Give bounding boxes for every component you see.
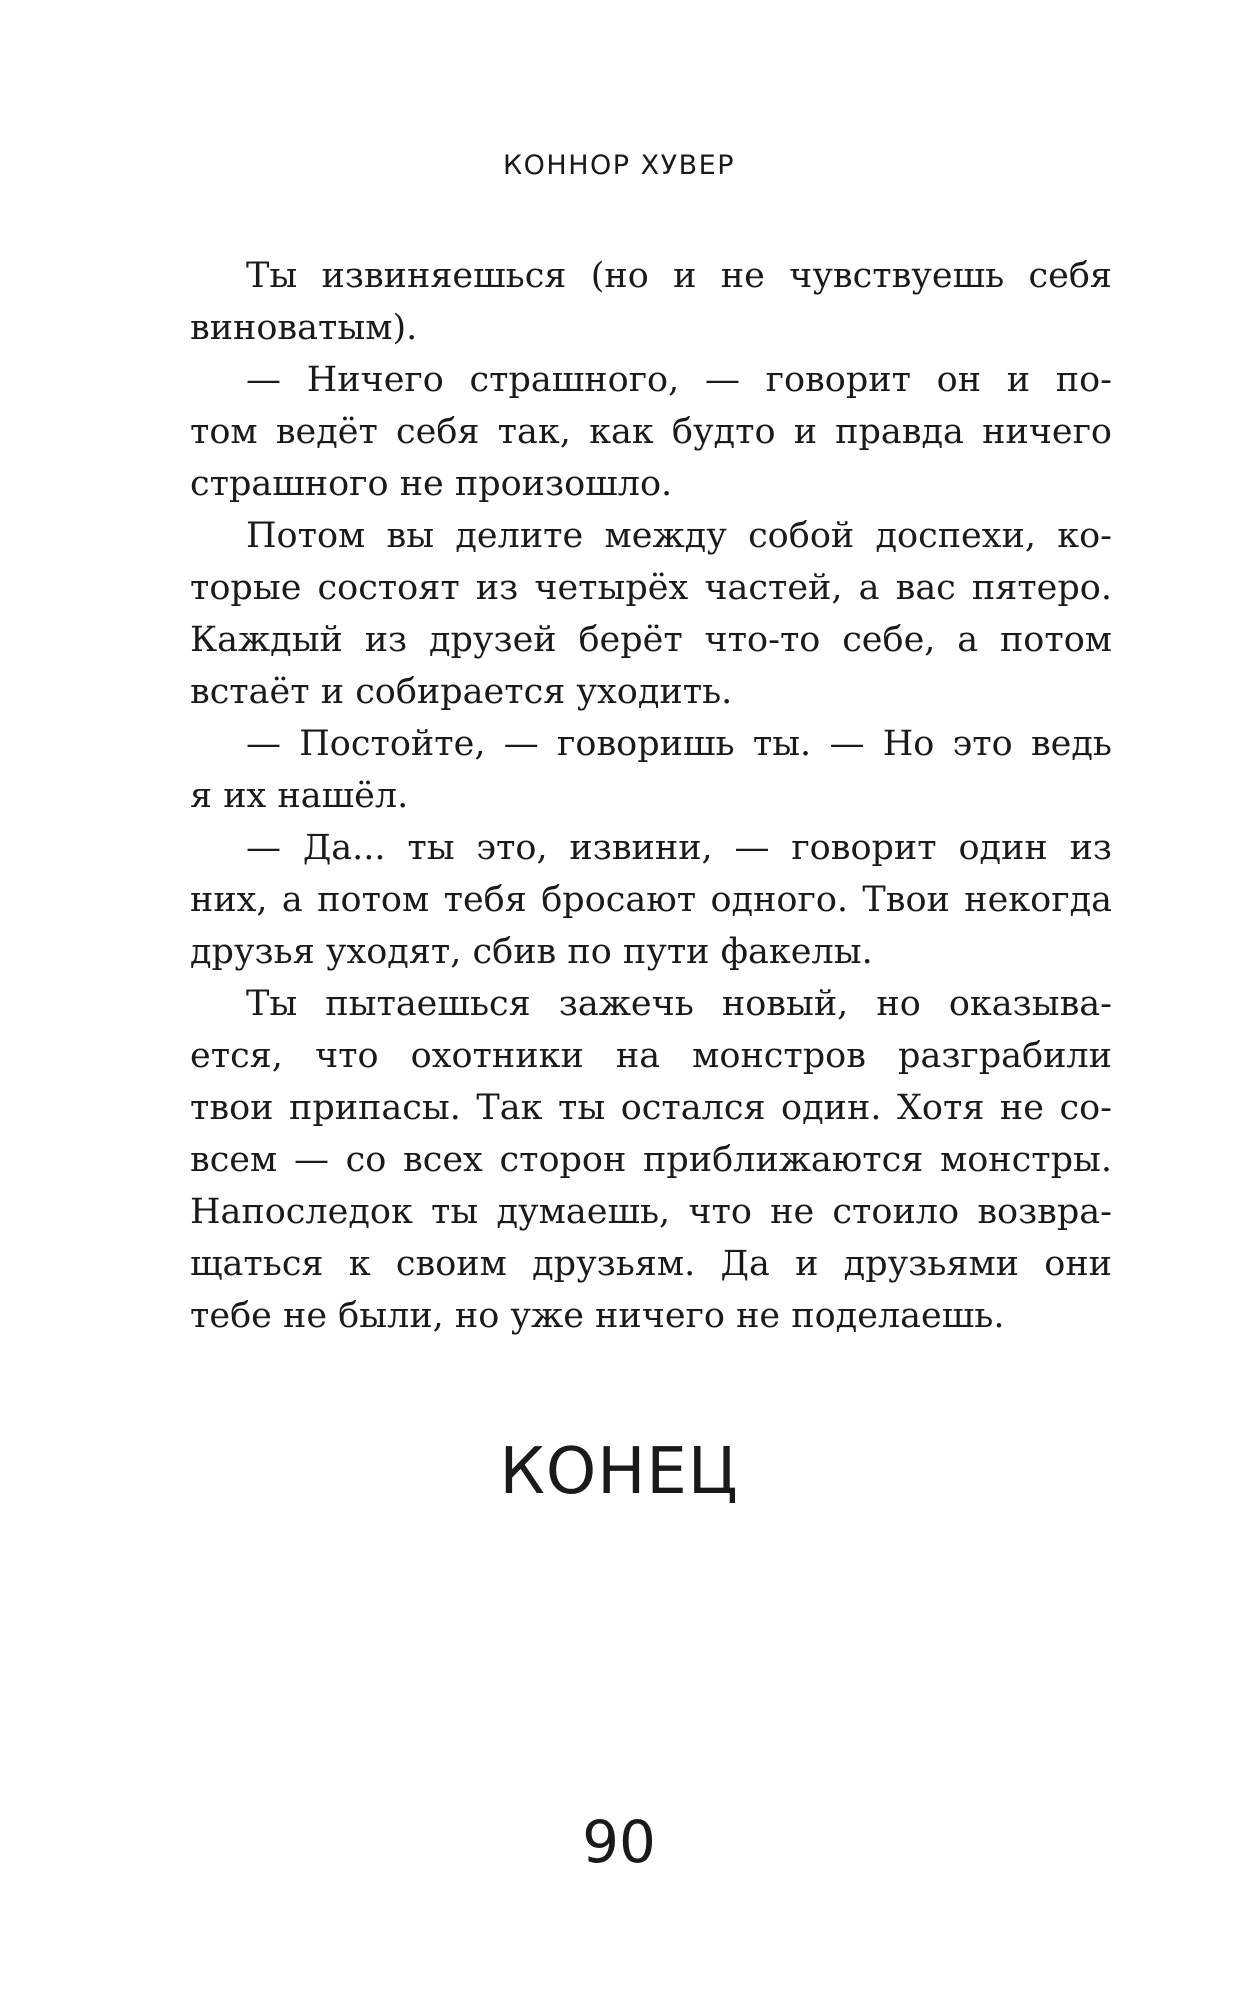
running-head: КОННОР ХУВЕР <box>503 150 735 181</box>
text-line: страшного не произошло. <box>190 464 673 504</box>
text-line: твои припасы. Так ты остался один. Хотя не со- <box>190 1088 1112 1128</box>
text-line: торые состоят из четырёх частей, а вас пятеро. <box>190 568 1112 608</box>
text-line: встаёт и собирается уходить. <box>190 672 733 712</box>
text-line: Ты пытаешься зажечь новый, но оказыва- <box>246 984 1112 1024</box>
page-number: 90 <box>582 1808 656 1876</box>
text-line: — Ничего страшного, — говорит он и по- <box>246 360 1112 400</box>
body-text <box>190 250 1112 1342</box>
text-line: всем — со всех сторон приближаются монстры. <box>190 1140 1112 1180</box>
text-line: я их нашёл. <box>190 776 409 816</box>
text-line: виноватым). <box>190 308 418 348</box>
text-line: Потом вы делите между собой доспехи, ко- <box>246 516 1112 556</box>
text-line: ется, что охотники на монстров разграбили <box>190 1036 1112 1076</box>
text-line: — Постойте, — говоришь ты. — Но это ведь <box>246 724 1112 764</box>
text-line: тебе не были, но уже ничего не поделаешь. <box>190 1296 1005 1336</box>
text-line: Ты извиняешься (но и не чувствуешь себя <box>246 256 1112 296</box>
the-end-heading: КОНЕЦ <box>499 1435 739 1509</box>
text-line: Напоследок ты думаешь, что не стоило возвра- <box>190 1192 1112 1232</box>
text-line: Каждый из друзей берёт что-то себе, а потом <box>190 620 1112 660</box>
text-line: них, а потом тебя бросают одного. Твои некогда <box>190 880 1112 920</box>
text-line: том ведёт себя так, как будто и правда ничего <box>190 412 1112 452</box>
text-line: — Да... ты это, извини, — говорит один из <box>246 828 1112 868</box>
text-line: друзья уходят, сбив по пути факелы. <box>190 932 873 972</box>
text-line: щаться к своим друзьям. Да и друзьями они <box>190 1244 1112 1284</box>
